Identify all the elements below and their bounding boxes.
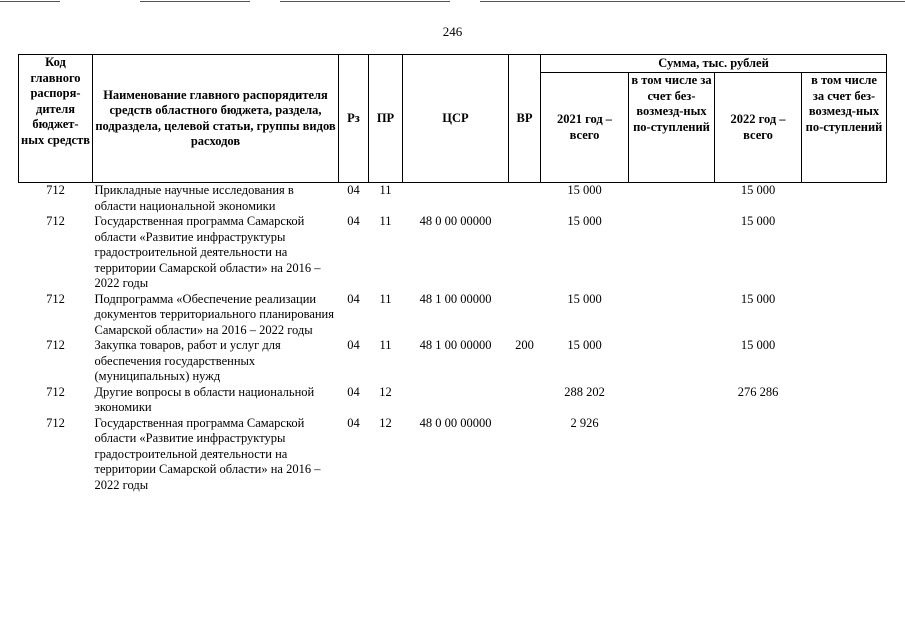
cell-name: Другие вопросы в области национальной экономики bbox=[94, 384, 315, 414]
cell-2021-gratuitous bbox=[629, 416, 715, 494]
top-rule-mid bbox=[140, 1, 250, 2]
cell-2022-gratuitous bbox=[802, 385, 887, 416]
cell-vr bbox=[509, 183, 541, 215]
header-sum-group: Сумма, тыс. рублей bbox=[541, 55, 887, 73]
header-row-1 bbox=[19, 55, 887, 73]
header-2022-gratuitous: в том числе за счет без-возмезд-ных по-ступлений bbox=[802, 73, 887, 183]
table-row bbox=[19, 214, 887, 292]
table-row bbox=[19, 338, 887, 385]
cell-2021-total: 15 000 bbox=[567, 214, 602, 228]
cell-2021-total: 15 000 bbox=[567, 338, 602, 352]
cell-code: 712 bbox=[46, 384, 65, 399]
cell-rz: 04 bbox=[347, 183, 360, 197]
cell-rz: 04 bbox=[347, 291, 360, 306]
cell-2021-gratuitous bbox=[629, 338, 715, 385]
header-pr: ПР bbox=[369, 55, 403, 183]
cell-2021-gratuitous bbox=[629, 214, 715, 292]
cell-pr: 11 bbox=[379, 338, 392, 352]
cell-code: 712 bbox=[46, 338, 65, 352]
header-2021-total: 2021 год – всего bbox=[541, 73, 629, 183]
cell-2022-gratuitous bbox=[802, 183, 887, 215]
cell-2021-total: 288 202 bbox=[564, 384, 605, 399]
cell-2021-gratuitous bbox=[629, 385, 715, 416]
cell-2022-total: 276 286 bbox=[737, 384, 779, 399]
cell-rz: 04 bbox=[347, 338, 360, 352]
cell-rz: 04 bbox=[347, 214, 360, 228]
cell-code: 712 bbox=[46, 214, 65, 228]
cell-2021-total: 2 926 bbox=[570, 415, 599, 430]
cell-name: Государственная программа Самарской области «Развитие инфраструктуры градостроительной деятельности на территории Самарской области» на 2016 – 2022 годы bbox=[94, 415, 321, 492]
cell-vr bbox=[509, 385, 541, 416]
cell-pr: 11 bbox=[379, 291, 392, 306]
header-2021-gratuitous: в том числе за счет без-возмезд-ных по-ступлений bbox=[629, 73, 715, 183]
budget-table bbox=[18, 54, 887, 493]
cell-rz: 04 bbox=[347, 415, 360, 430]
cell-2022-gratuitous bbox=[802, 338, 887, 385]
cell-pr: 11 bbox=[379, 183, 392, 197]
page-number: 246 bbox=[442, 24, 463, 39]
table-row bbox=[19, 183, 887, 215]
cell-csr bbox=[403, 183, 509, 215]
top-rule-mid-2 bbox=[280, 1, 450, 2]
cell-csr: 48 1 00 00000 bbox=[419, 338, 492, 352]
header-csr: ЦСР bbox=[403, 55, 509, 183]
cell-name: Закупка товаров, работ и услуг для обеспечения государственных (муниципальных) нужд bbox=[94, 338, 281, 383]
header-vr: ВР bbox=[509, 55, 541, 183]
cell-rz: 04 bbox=[347, 384, 360, 399]
cell-2021-gratuitous bbox=[629, 292, 715, 339]
cell-name: Подпрограмма «Обеспечение реализации документов территориального планирования Самарской области» на 2016 – 2022 годы bbox=[94, 291, 334, 337]
cell-2022-total: 15 000 bbox=[740, 338, 776, 352]
cell-2022-total bbox=[715, 416, 802, 494]
header-2022-total: 2022 год – всего bbox=[715, 73, 802, 183]
header-code: Код главного распоря-дителя бюджет-ных средств bbox=[19, 55, 93, 183]
cell-csr bbox=[403, 385, 509, 416]
top-rule-right bbox=[480, 1, 905, 2]
cell-vr bbox=[509, 214, 541, 292]
cell-2022-total: 15 000 bbox=[740, 214, 776, 228]
cell-2022-gratuitous bbox=[802, 416, 887, 494]
cell-2021-total: 15 000 bbox=[567, 291, 602, 306]
cell-pr: 11 bbox=[379, 214, 392, 228]
cell-2022-gratuitous bbox=[802, 214, 887, 292]
header-rz: Рз bbox=[339, 55, 369, 183]
cell-csr: 48 0 00 00000 bbox=[419, 415, 492, 430]
table-row bbox=[19, 292, 887, 339]
cell-csr: 48 1 00 00000 bbox=[419, 291, 492, 306]
cell-pr: 12 bbox=[379, 384, 392, 399]
cell-2022-total: 15 000 bbox=[740, 291, 776, 306]
header-name: Наименование главного распорядителя средств областного бюджета, раздела, подраздела, целевой статьи, группы видов расходов bbox=[93, 55, 339, 183]
table-row bbox=[19, 416, 887, 494]
cell-2021-gratuitous bbox=[629, 183, 715, 215]
cell-code: 712 bbox=[46, 291, 65, 306]
cell-code: 712 bbox=[46, 415, 65, 430]
cell-name: Прикладные научные исследования в области национальной экономики bbox=[94, 183, 294, 213]
cell-name: Государственная программа Самарской области «Развитие инфраструктуры градостроительной деятельности на территории Самарской области» на 2016 – 2022 годы bbox=[94, 214, 321, 290]
cell-pr: 12 bbox=[379, 415, 392, 430]
top-rule-left bbox=[0, 1, 60, 2]
cell-vr bbox=[509, 292, 541, 339]
table-row bbox=[19, 385, 887, 416]
cell-code: 712 bbox=[46, 183, 65, 197]
cell-2021-total: 15 000 bbox=[567, 183, 602, 197]
cell-vr bbox=[509, 416, 541, 494]
cell-csr: 48 0 00 00000 bbox=[419, 214, 492, 228]
cell-vr: 200 bbox=[515, 338, 534, 352]
cell-2022-total: 15 000 bbox=[740, 183, 776, 197]
cell-2022-gratuitous bbox=[802, 292, 887, 339]
